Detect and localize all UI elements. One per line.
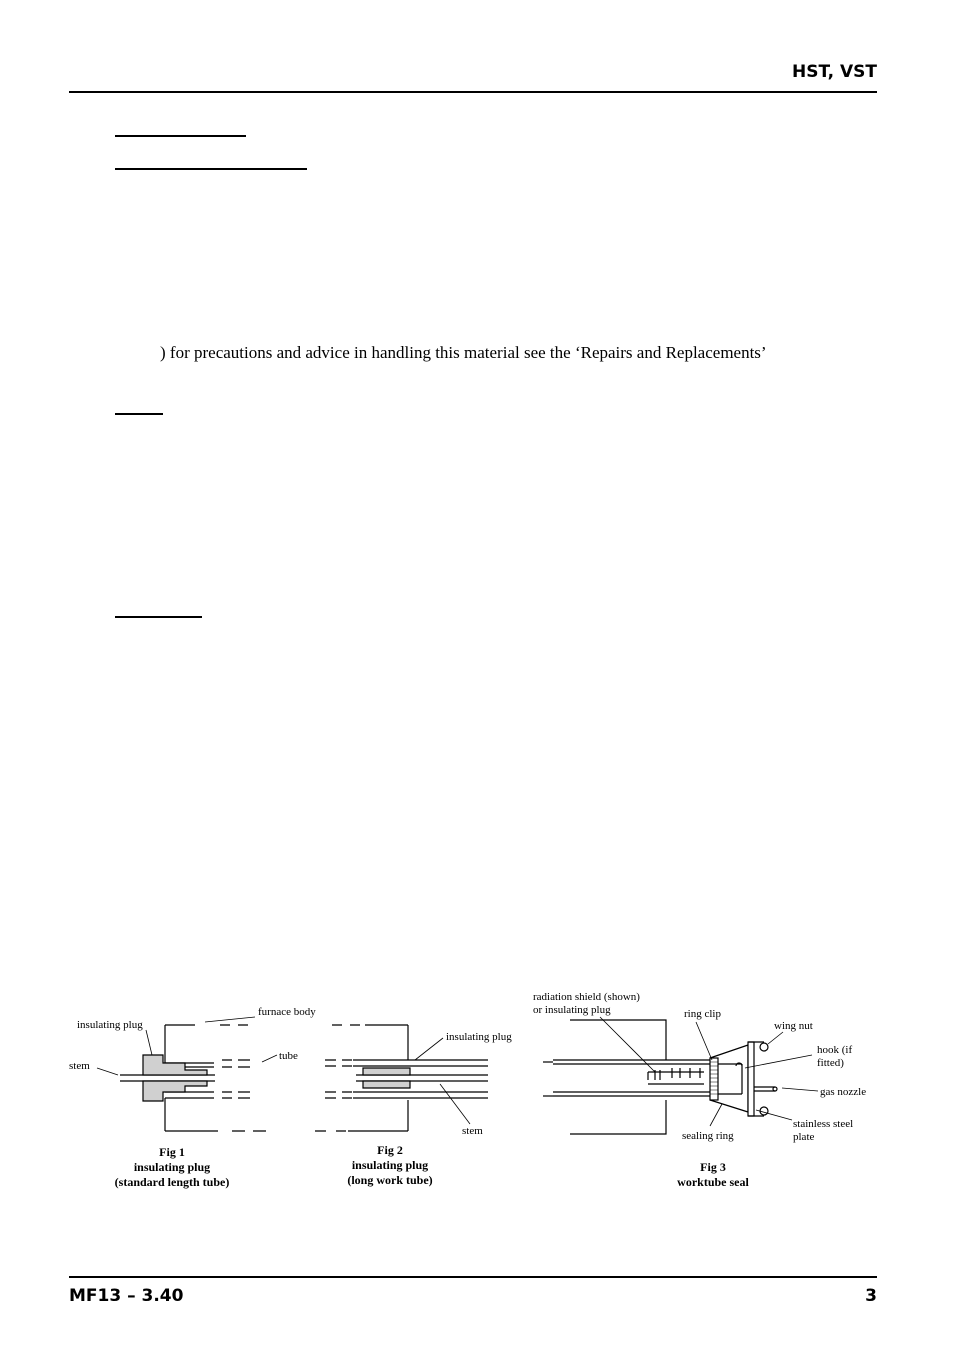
figures-diagram (0, 980, 954, 1200)
fig3-label-stainless-plate-2: plate (793, 1131, 815, 1143)
fig3-label-hook-2: fitted) (817, 1057, 844, 1069)
fig1-label-tube: tube (279, 1050, 298, 1062)
heading-underline-3 (115, 413, 163, 415)
fig1-label-furnace-body: furnace body (258, 1006, 316, 1018)
fig3-label-sealing-ring: sealing ring (682, 1130, 734, 1142)
fig1-caption-line2: insulating plug (133, 1160, 211, 1174)
fig1-caption-title: Fig 1 (159, 1145, 185, 1159)
fig1-label-stem: stem (69, 1060, 90, 1072)
footer-doc-ref: MF13 – 3.40 (69, 1286, 184, 1306)
fig3-label-radiation-shield-2: or insulating plug (533, 1004, 611, 1016)
header-rule (69, 91, 877, 93)
fig3-caption-title: Fig 3 (700, 1160, 726, 1174)
fig2-caption-line2: insulating plug (351, 1158, 429, 1172)
fig3-label-wing-nut: wing nut (774, 1020, 813, 1032)
fig3-drawing (543, 1017, 818, 1134)
fig3-label-ring-clip: ring clip (684, 1008, 721, 1020)
fig3-caption-line2: worktube seal (677, 1175, 749, 1189)
fig2-caption-line3: (long work tube) (347, 1173, 433, 1187)
fig3-label-radiation-shield-1: radiation shield (shown) (533, 991, 640, 1003)
footer-rule (69, 1276, 877, 1278)
body-text-fragment: ) for precautions and advice in handling this material see the ‘Repairs and Replacements’ (160, 343, 767, 362)
footer-page-number: 3 (865, 1286, 877, 1306)
fig1-label-insulating-plug: insulating plug (77, 1019, 143, 1031)
fig3-label-gas-nozzle: gas nozzle (820, 1086, 867, 1098)
fig2-label-insulating-plug: insulating plug (446, 1031, 512, 1043)
heading-underline-1 (115, 135, 246, 137)
fig2-label-stem: stem (462, 1125, 483, 1137)
fig2-caption-title: Fig 2 (377, 1143, 403, 1157)
fig3-label-hook-1: hook (if (817, 1044, 853, 1056)
heading-underline-2 (115, 168, 307, 170)
fig1-drawing (97, 1017, 277, 1131)
header-title: HST, VST (791, 62, 877, 82)
fig1-caption-line3: (standard length tube) (114, 1175, 230, 1189)
heading-underline-4 (115, 616, 202, 618)
fig3-label-stainless-plate-1: stainless steel (793, 1118, 854, 1130)
